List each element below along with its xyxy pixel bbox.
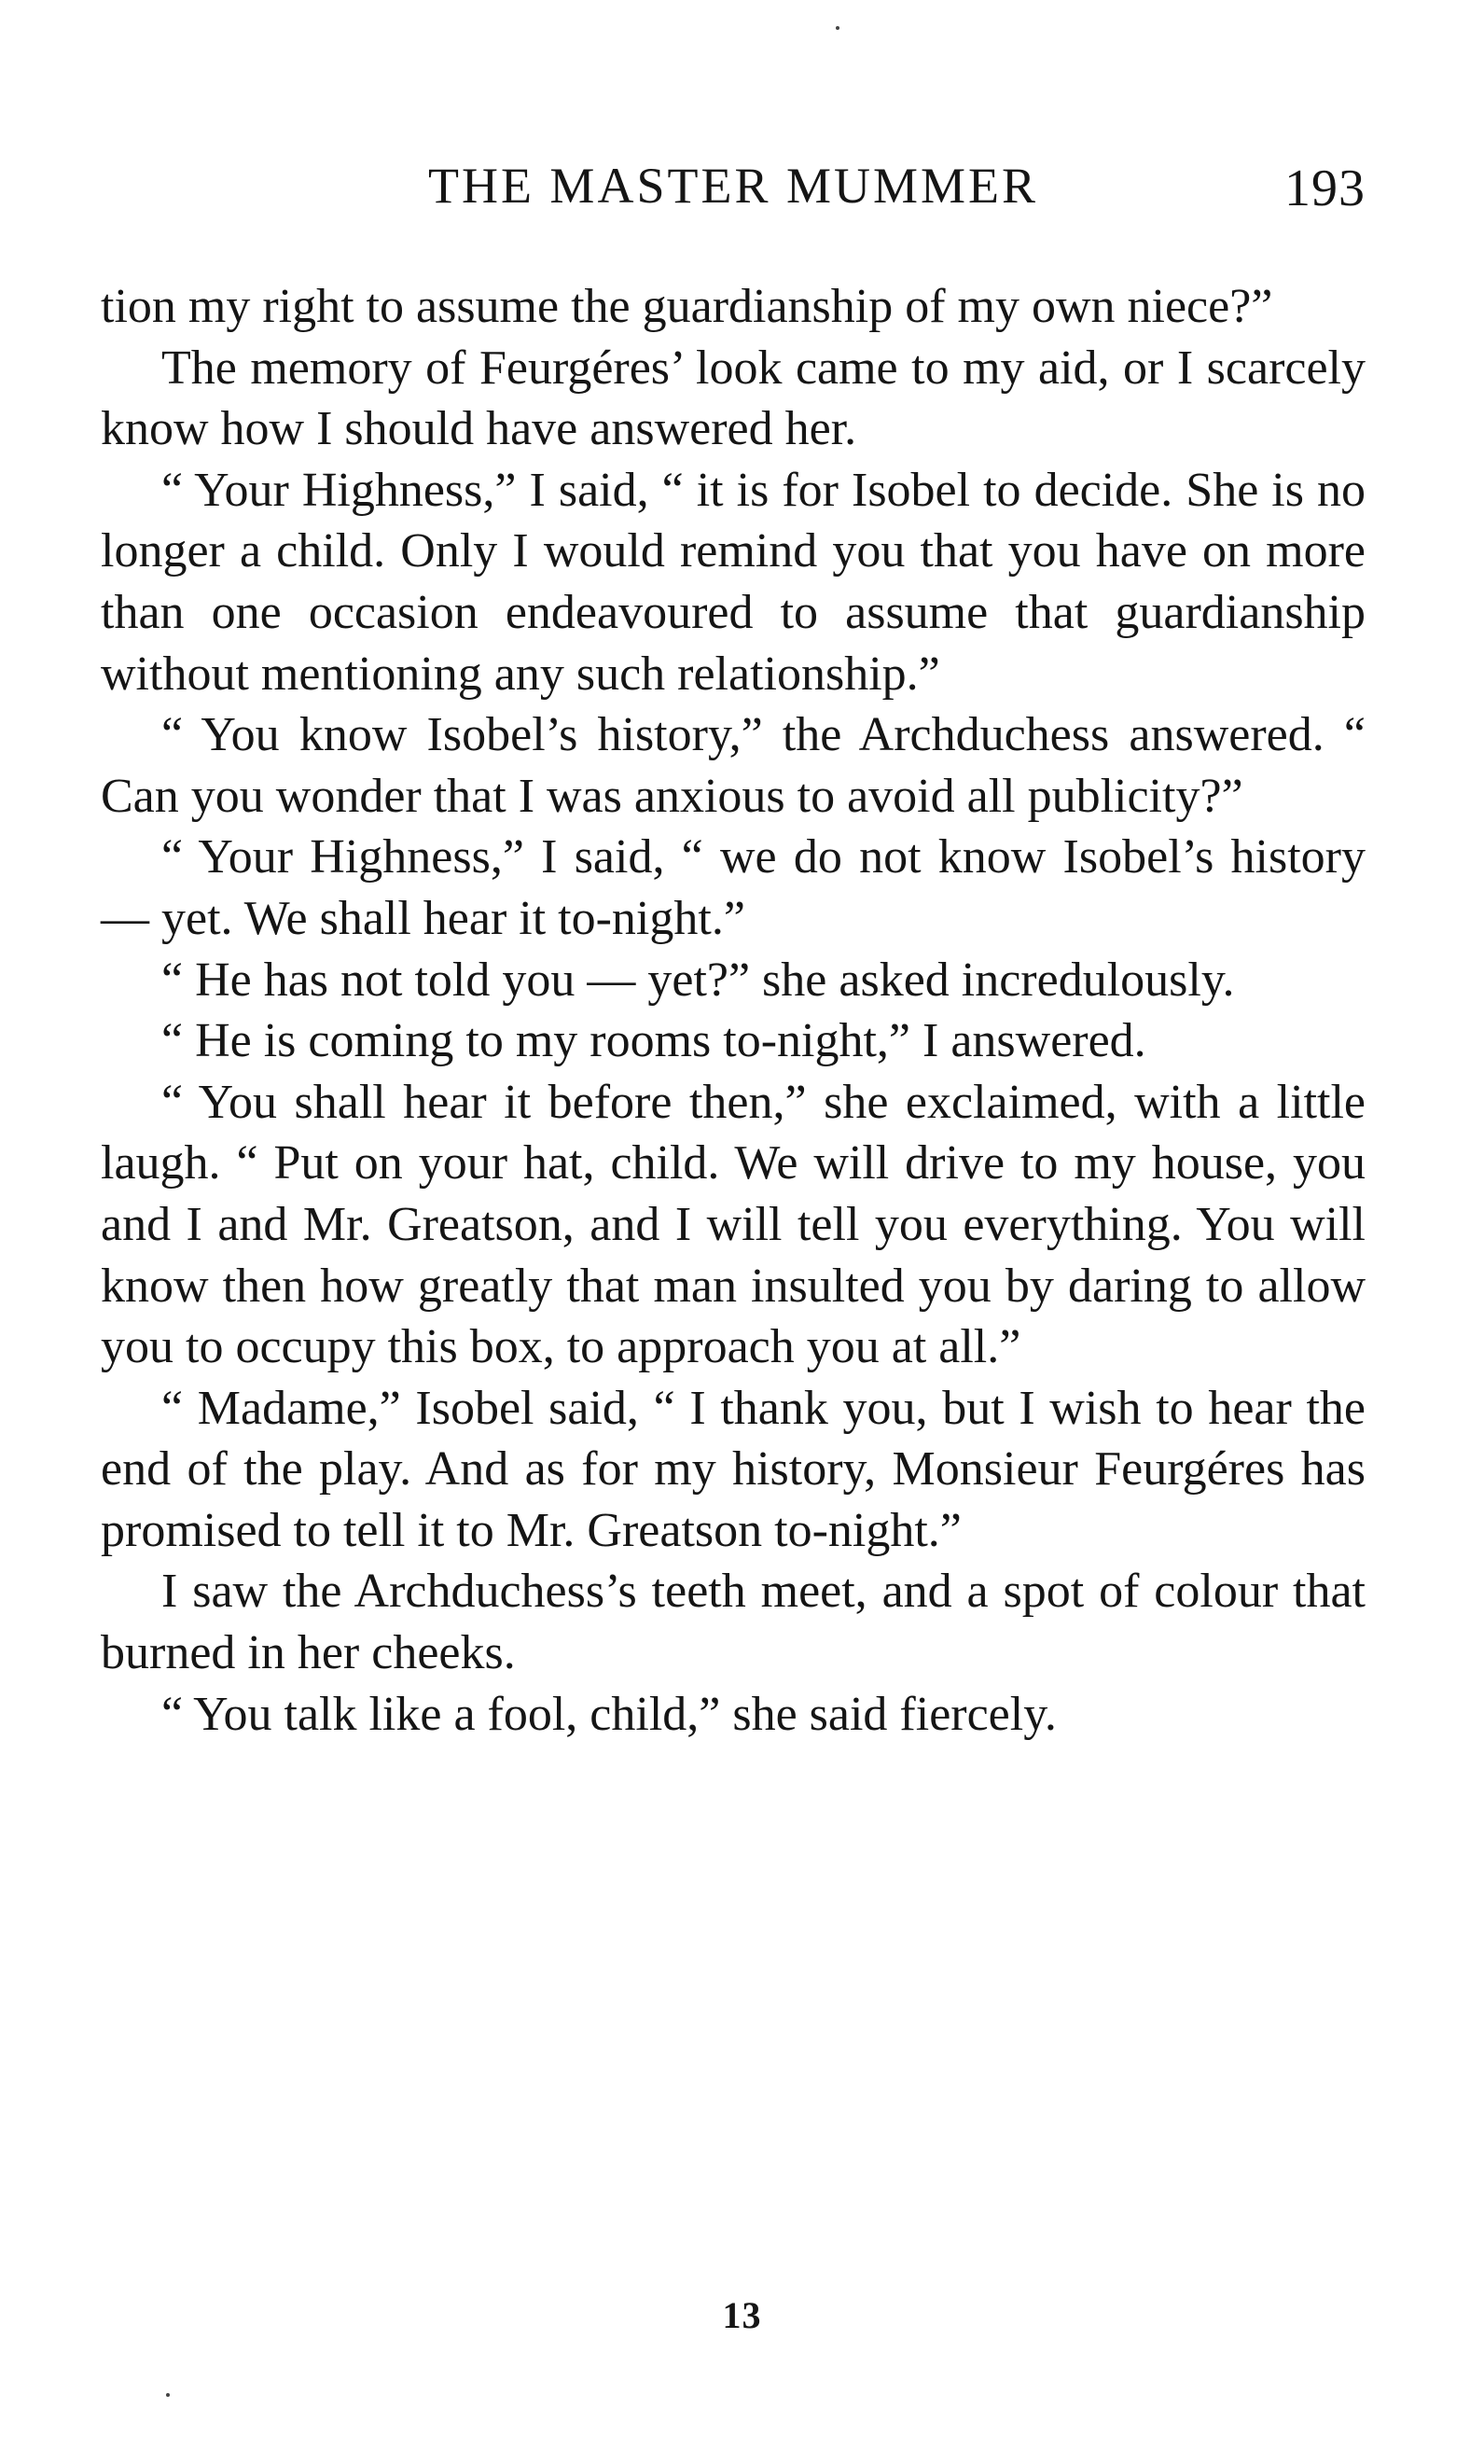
- paragraph: tion my right to assume the guardianship of my own niece?”: [101, 280, 1273, 333]
- paragraph: “ Your Highness,” I said, “ it is for Isobel to decide. She is no longer a child. Only I would remind you that you have on more than one occasion endeavoured to assume that guardianship without mentioning any such relationship.”: [101, 463, 1366, 701]
- paragraph: The memory of Feurgéres’ look came to my aid, or I scarcely know how I should have answered her.: [101, 341, 1366, 456]
- body-text: [101, 276, 1366, 1745]
- paragraph: “ He has not told you — yet?” she asked incredulously.: [161, 953, 1235, 1007]
- paragraph: “ Madame,” Isobel said, “ I thank you, but I wish to hear the end of the play. And as for my history, Monsieur Feurgéres has promised to tell it to Mr. Greatson to-night.”: [101, 1381, 1366, 1557]
- paragraph: I saw the Archduchess’s teeth meet, and a spot of colour that burned in her cheeks.: [101, 1565, 1366, 1680]
- paragraph: “ You shall hear it before then,” she exclaimed, with a little laugh. “ Put on your hat, child. We will drive to my house, you and I and Mr. Greatson, and I will tell you everything. You will know then how greatly that man insulted you by daring to allow you to occupy this box, to approach you at all.”: [101, 1075, 1366, 1374]
- print-speck: [836, 26, 839, 30]
- signature-mark: 13: [722, 2294, 762, 2336]
- page-number: 193: [1284, 160, 1366, 217]
- print-speck: [166, 2393, 170, 2397]
- paragraph: “ You talk like a fool, child,” she said fiercely.: [161, 1687, 1057, 1741]
- paragraph: “ You know Isobel’s history,” the Archduchess answered. “ Can you wonder that I was anxious to avoid all publicity?”: [101, 708, 1366, 823]
- paragraph: “ He is coming to my rooms to-night,” I answered.: [161, 1014, 1146, 1068]
- page-header: [101, 157, 1366, 222]
- paragraph: “ Your Highness,” I said, “ we do not know Isobel’s history — yet. We shall hear it to-night.”: [101, 830, 1366, 945]
- running-title: THE MASTER MUMMER: [427, 158, 1039, 214]
